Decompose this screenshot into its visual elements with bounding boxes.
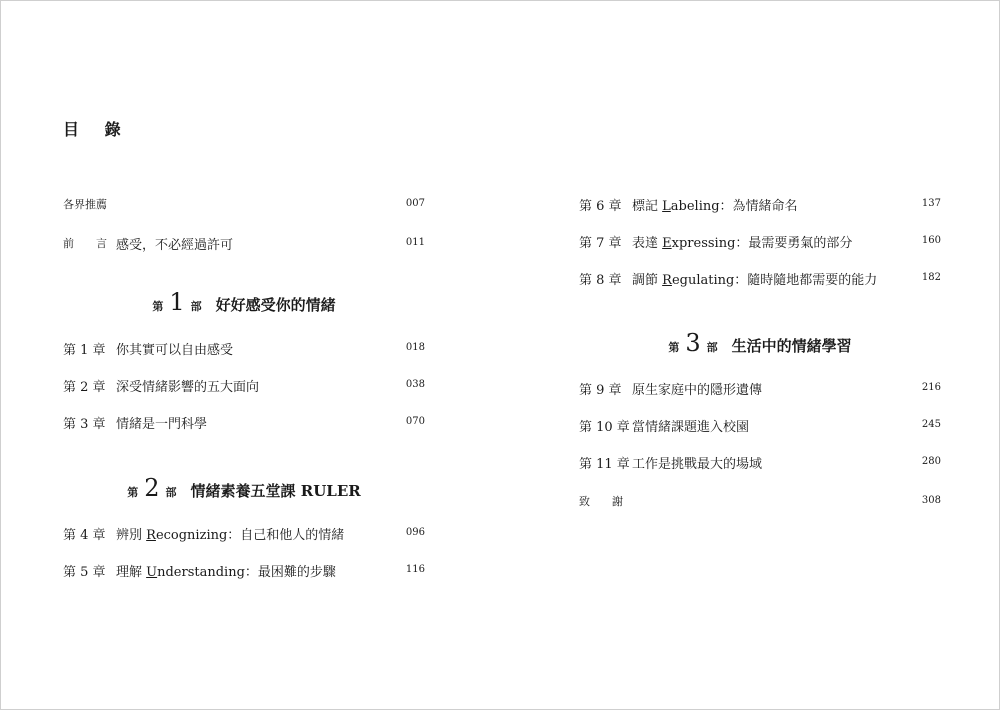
toc-entry bbox=[579, 268, 941, 288]
chapter-label: 第 4 章 bbox=[63, 527, 106, 543]
page-number: 096 bbox=[405, 527, 425, 538]
page-number: 160 bbox=[921, 235, 941, 246]
toc-entry bbox=[579, 452, 941, 472]
toc-entry bbox=[579, 231, 941, 251]
chapter-label: 第 3 章 bbox=[63, 416, 106, 432]
chapter-label: 第 1 章 bbox=[63, 342, 106, 358]
part-title: 好好感受你的情緒 bbox=[215, 296, 336, 314]
entry-label: 各界推薦 bbox=[63, 198, 107, 211]
page-number: 216 bbox=[921, 382, 941, 393]
chapter-title: 原生家庭中的隱形遺傳 bbox=[632, 382, 763, 398]
chapter-title: 表達 Expressing：最需要勇氣的部分 bbox=[632, 235, 853, 251]
chapter-label: 第 9 章 bbox=[579, 382, 622, 398]
toc-entry bbox=[63, 412, 425, 432]
page-number: 182 bbox=[921, 272, 941, 283]
chapter-title: 理解 Understanding：最困難的步驟 bbox=[116, 564, 336, 580]
part-prefix: 第 bbox=[127, 486, 139, 499]
part-suffix: 部 bbox=[190, 300, 202, 313]
toc-entry bbox=[63, 375, 425, 395]
toc-entry-acknowledgements bbox=[579, 491, 941, 511]
chapter-label: 第 8 章 bbox=[579, 272, 622, 288]
chapter-title: 辨別 Recognizing：自己和他人的情緒 bbox=[116, 527, 345, 543]
part-title: 情緒素養五堂課 RULER bbox=[190, 482, 361, 500]
page-number: 280 bbox=[921, 456, 941, 467]
chapter-title: 情緒是一門科學 bbox=[116, 416, 208, 432]
page-number: 137 bbox=[921, 198, 941, 209]
toc-entry bbox=[63, 338, 425, 358]
part-heading-2 bbox=[63, 476, 425, 501]
page-number: 116 bbox=[405, 564, 425, 575]
page-number: 011 bbox=[405, 237, 425, 248]
chapter-title: 標記 Labeling：為情緒命名 bbox=[632, 198, 798, 214]
chapter-label: 第 11 章 bbox=[579, 456, 630, 472]
toc-entry bbox=[579, 378, 941, 398]
toc-entry bbox=[579, 415, 941, 435]
chapter-title: 調節 Regulating：隨時隨地都需要的能力 bbox=[632, 272, 878, 288]
chapter-title: 深受情緒影響的五大面向 bbox=[116, 379, 260, 395]
chapter-label: 第 5 章 bbox=[63, 564, 106, 580]
chapter-label: 第 10 章 bbox=[579, 419, 630, 435]
chapter-title: 當情緒課題進入校園 bbox=[632, 419, 750, 435]
toc-entry-preface bbox=[63, 233, 425, 253]
entry-title: 感受，不必經過許可 bbox=[116, 237, 234, 253]
page-number: 308 bbox=[921, 495, 941, 506]
chapter-title: 你其實可以自由感受 bbox=[116, 342, 234, 358]
toc-entry bbox=[63, 523, 425, 543]
part-prefix: 第 bbox=[152, 300, 164, 313]
part-heading-3 bbox=[579, 331, 941, 356]
part-suffix: 部 bbox=[165, 486, 177, 499]
chapter-label: 第 7 章 bbox=[579, 235, 622, 251]
toc-title: 目 錄 bbox=[63, 120, 131, 139]
entry-label: 前 言 bbox=[63, 237, 107, 250]
toc-entry-endorsements bbox=[63, 194, 425, 214]
toc-entry bbox=[579, 194, 941, 214]
chapter-title: 工作是挑戰最大的場域 bbox=[632, 456, 763, 472]
page-number: 038 bbox=[405, 379, 425, 390]
toc-entry bbox=[63, 560, 425, 580]
part-prefix: 第 bbox=[668, 341, 680, 354]
part-suffix: 部 bbox=[706, 341, 718, 354]
part-title: 生活中的情緒學習 bbox=[731, 337, 852, 355]
page-number: 070 bbox=[405, 416, 425, 427]
part-number: 2 bbox=[144, 474, 160, 502]
part-number: 3 bbox=[685, 329, 701, 357]
page-number: 018 bbox=[405, 342, 425, 353]
entry-label: 致 謝 bbox=[579, 495, 623, 508]
chapter-label: 第 2 章 bbox=[63, 379, 106, 395]
page-number: 245 bbox=[921, 419, 941, 430]
page-number: 007 bbox=[405, 198, 425, 209]
chapter-label: 第 6 章 bbox=[579, 198, 622, 214]
part-number: 1 bbox=[169, 288, 185, 316]
part-heading-1 bbox=[63, 290, 425, 315]
